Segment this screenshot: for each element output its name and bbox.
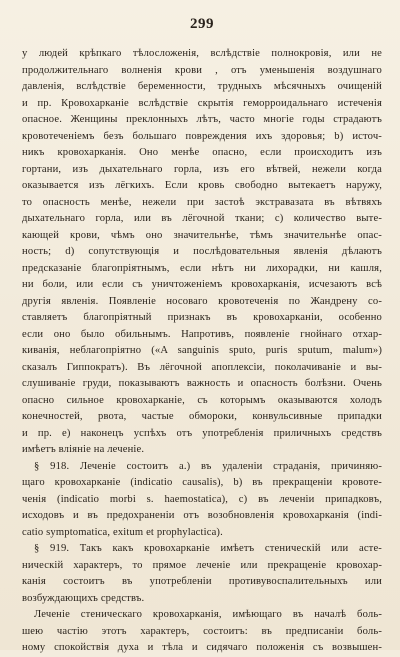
page-number: 299 <box>190 16 214 32</box>
text-line: исходовъ и въ предохраненіи отъ возобновленія кровохарканія (indi- <box>22 510 382 521</box>
text-line: щаго кровохарканіе (indicatio causalis), b) въ прекращеніи кровоте- <box>22 477 382 488</box>
text-line: кающей крови, чѣмъ оно значительнѣе, тѣмъ значительнѣе опас- <box>22 229 382 241</box>
text-line: то опасность менѣе, нежели при застоѣ экстравазата въ вѣтвяхъ <box>22 196 382 208</box>
text-line: шею частію этотъ характеръ, состоитъ: въ предписаніи боль- <box>22 625 382 637</box>
text-line: и пр. Кровохарканіе вслѣдствіе скрытія геморроидальнаго истеченія <box>22 97 382 109</box>
body-text <box>22 46 382 657</box>
text-line: и пр. e) наконецъ успѣхъ отъ употребленія приличныхъ средствъ <box>22 427 382 439</box>
text-line: ченія (indicatio morbi s. haemostatica), c) въ леченіи припадковъ, <box>22 493 382 505</box>
text-line: гортани, изъ дыхательнаго горла, изъ его вѣтвей, нежели когда <box>22 163 382 175</box>
text-line: давленія, вслѣдствіе беременности, трудныхъ мѣсячныхъ очищеній <box>22 81 382 92</box>
text-line: ставляетъ благопріятный признакъ въ кровохарканіи, особенно <box>22 312 382 323</box>
text-line: опасно сильное кровохарканіе, съ которымъ оказываются холодъ <box>22 394 382 406</box>
text-line: § 919. Такъ какъ кровохарканіе имѣетъ стеническій или асте- <box>34 543 382 554</box>
text-line: ность; d) сопутствующія и послѣдовательныя явленія дѣлаютъ <box>22 246 382 257</box>
text-line: слушиваніе груди, показываютъ важность и опасность болѣзни. Очень <box>22 378 382 389</box>
text-line: возбуждающихъ средствъ. <box>22 592 145 604</box>
text-line: ни боли, или если съ уничтоженіемъ кровохарканія, исчезаютъ всѣ <box>22 279 382 290</box>
text-line: оказывается изъ лёгкихъ. Если кровь свободно вытекаетъ наружу, <box>22 180 382 191</box>
text-line: сказалъ Гиппократъ). Въ лёгочной апоплексіи, поколачиваніе и вы- <box>22 361 382 373</box>
text-line: Леченіе стеническаго кровохарканія, имѣющаго въ началѣ боль- <box>34 609 382 620</box>
text-line: если оно было обильнымъ. Напротивъ, появленіе гнойнаго отхар- <box>22 328 382 340</box>
text-line: киванія, неблагопріятно («A sanguinis sputo, puris sputum, malum») <box>22 345 382 356</box>
text-line: дыхательнаго горла, или въ лёгочной ткани; c) количество выте- <box>22 213 382 224</box>
text-line: кровотеченіемъ безъ большаго повреждения ихъ здоровья; b) источ- <box>22 130 382 142</box>
text-line: ному спокойствія духа и тѣла и сидячаго положенія съ возвышен- <box>22 642 382 653</box>
text-line: опасное. Женщины преклонныхъ лѣтъ, часто многіе годы страдаютъ <box>22 114 382 125</box>
text-line: catio symptomatica, exitum et prophylactica). <box>22 526 223 538</box>
text-line: ническій характеръ, то прямое леченіе или прекращеніе кровохар- <box>22 559 382 571</box>
text-line: другія явленія. Появленіе носоваго кровотеченія по Жандрену со- <box>22 295 382 307</box>
text-line: предсказаніе благопріятнымъ, если нѣтъ ни лихорадки, ни кашля, <box>22 262 382 274</box>
text-line: у людей крѣпкаго тѣлосложенія, вслѣдствіе полнокровія, или не <box>22 48 382 59</box>
text-line: § 918. Леченіе состоитъ a.) въ удаленіи страданія, причиняю- <box>34 460 382 472</box>
text-line: никъ кровохарканія. Оно менѣе опасно, если происходитъ изъ <box>22 147 382 158</box>
text-line: продолжительнаго волненія крови , отъ уменьшенія воздушнаго <box>22 64 382 76</box>
text-line: канія состоитъ въ употребленіи противувоспалительныхъ или <box>22 576 382 587</box>
text-line: конечностей, рвота, частые обмороки, конвульсивные припадки <box>22 411 382 422</box>
text-line: имѣетъ вліяніе на леченіе. <box>22 444 145 455</box>
